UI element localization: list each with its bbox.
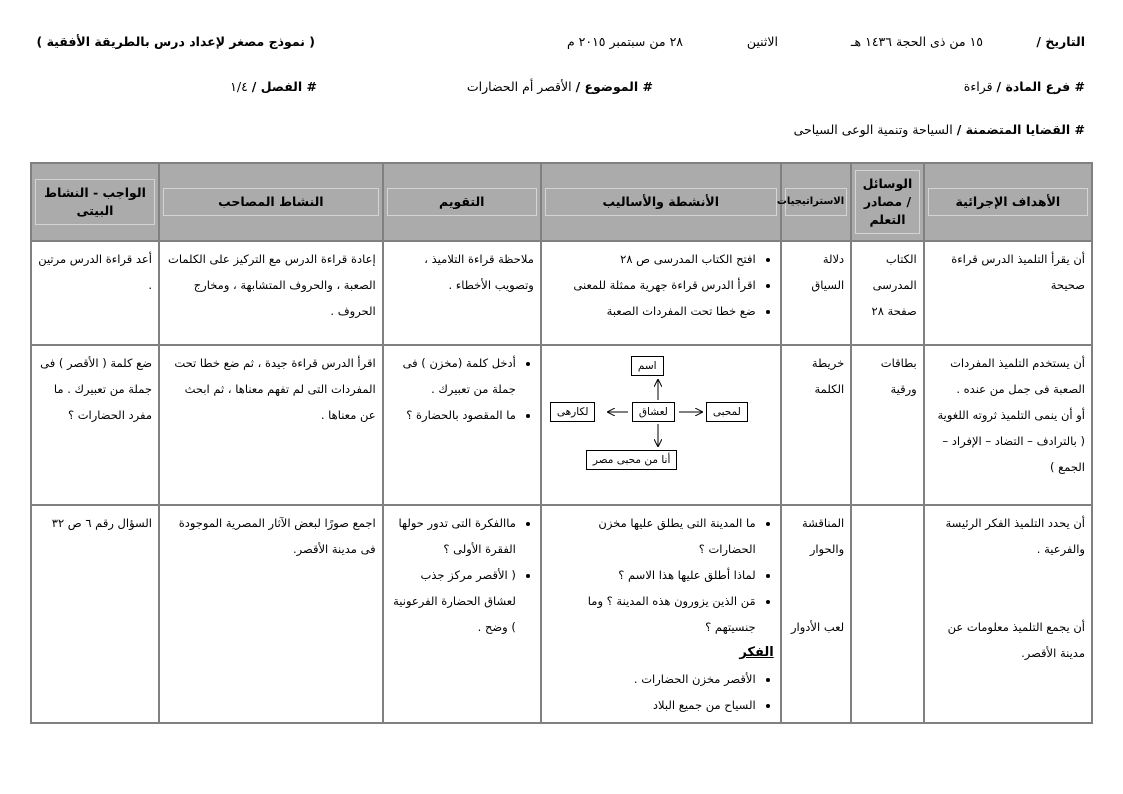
list-item: • ( الأقصر مركز جذب لعشاق الحضارة الفرعونية ) وضح . xyxy=(390,562,516,640)
list-item: • السياح من جميع البلاد xyxy=(548,692,756,718)
objective-text: أن يحدد التلميذ الفكر الرئيسة والفرعية . xyxy=(945,516,1085,556)
issues-row xyxy=(794,122,1085,137)
homework-cell: ضع كلمة ( الأقصر ) فى جملة من تعبيرك . ما مفرد الحضارات ؟ xyxy=(31,345,159,505)
chapter-row xyxy=(230,79,317,94)
resources-cell: الكتاب المدرسى صفحة ٢٨ xyxy=(851,241,924,345)
word-map-center: لعشاق xyxy=(632,402,675,422)
strategy-text: لعب الأدوار xyxy=(791,620,845,634)
hijri-date: ١٥ من ذى الحجة ١٤٣٦ هـ xyxy=(850,34,983,49)
word-map-bottom: أنا من محبى مصر xyxy=(586,450,678,470)
evaluation-cell xyxy=(383,345,541,505)
word-map-diagram xyxy=(548,350,774,492)
word-map-right: لمحبى xyxy=(706,402,748,422)
table-row xyxy=(31,241,1092,345)
table-row xyxy=(31,505,1092,723)
word-map-left: لكارهى xyxy=(550,402,596,422)
issues-value: السياحة وتنمية الوعى السياحى xyxy=(793,122,953,137)
evaluation-cell xyxy=(383,505,541,723)
objectives-cell: أن يقرأ التلميذ الدرس قراءة صحيحة xyxy=(924,241,1092,345)
homework-cell: السؤال رقم ٦ ص ٣٢ xyxy=(31,505,159,723)
accompanying-cell: اجمع صورًا لبعض الآثار المصرية الموجودة فى مدينة الأقصر. xyxy=(159,505,383,723)
objective-text: أو أن ينمى التلميذ ثروته اللغوية ( بالترادف – التضاد – الإفراد – الجمع ) xyxy=(937,408,1085,474)
strategies-cell: خريطة الكلمة xyxy=(781,345,852,505)
model-title: ( نموذج مصغر لإعداد درس بالطريقة الأفقية ) xyxy=(36,34,315,49)
resources-cell: بطاقات ورقية xyxy=(851,345,924,505)
strategies-cell: دلالة السياق xyxy=(781,241,852,345)
list-item: • اقرأ الدرس قراءة جهرية ممثلة للمعنى xyxy=(548,272,756,298)
list-item: • ما المقصود بالحضارة ؟ xyxy=(390,402,516,428)
date-label: التاريخ / xyxy=(1036,34,1085,49)
resources-cell xyxy=(851,505,924,723)
list-item: • لماذا أطلق عليها هذا الاسم ؟ xyxy=(548,562,756,588)
list-item: • ما المدينة التى يطلق عليها مخزن الحضارات ؟ xyxy=(548,510,756,562)
ideas-heading: الفكر xyxy=(739,645,774,660)
day-name: الاثنين xyxy=(746,34,778,49)
gregorian-date: ٢٨ من سبتمبر ٢٠١٥ م xyxy=(566,34,683,49)
activities-cell xyxy=(541,505,781,723)
homework-cell: أعد قراءة الدرس مرتين . xyxy=(31,241,159,345)
topic-value: الأقصر أم الحضارات xyxy=(466,79,572,94)
evaluation-cell: ملاحظة قراءة التلاميذ ، وتصويب الأخطاء . xyxy=(383,241,541,345)
objectives-cell xyxy=(924,505,1092,723)
header-accompanying: النشاط المصاحب xyxy=(159,163,383,241)
list-item: • مَن الذين يزورون هذه المدينة ؟ وما جنسيتهم ؟ xyxy=(548,588,756,640)
objective-text: أن يجمع التلميذ معلومات عن مدينة الأقصر. xyxy=(947,620,1085,660)
list-item: • أدخل كلمة (مخزن ) فى جملة من تعبيرك . xyxy=(390,350,516,402)
subject-label: # فرع المادة / xyxy=(996,79,1085,94)
objective-text: أن يستخدم التلميذ المفردات الصعبة فى جمل من عنده . xyxy=(950,356,1085,396)
list-item: • افتح الكتاب المدرسى ص ٢٨ xyxy=(548,246,756,272)
header-homework: الواجب - النشاط البيتى xyxy=(31,163,159,241)
chapter-label: # الفصل / xyxy=(251,79,317,94)
strategy-text: المناقشة والحوار xyxy=(801,516,845,556)
word-map-cell xyxy=(541,345,781,505)
topic-row xyxy=(467,79,653,94)
topic-label: # الموضوع / xyxy=(575,79,653,94)
header-activities: الأنشطة والأساليب xyxy=(541,163,781,241)
list-item: • ماالفكرة التى تدور حولها الفقرة الأولى ؟ xyxy=(390,510,516,562)
list-item: • الأقصر مخزن الحضارات . xyxy=(548,666,756,692)
table-row xyxy=(31,345,1092,505)
header-objectives: الأهداف الإجرائية xyxy=(924,163,1092,241)
accompanying-cell: اقرأ الدرس قراءة جيدة ، ثم ضع خطا تحت المفردات التى لم تفهم معناها ، ثم ابحث عن معناها . xyxy=(159,345,383,505)
subject-row xyxy=(964,79,1085,94)
header-strategies: الاستراتيجيات xyxy=(781,163,852,241)
accompanying-cell: إعادة قراءة الدرس مع التركيز على الكلمات الصعبة ، والحروف المتشابهة ، ومخارج الحروف . xyxy=(159,241,383,345)
objectives-cell xyxy=(924,345,1092,505)
word-map-top: اسم xyxy=(631,356,664,376)
chapter-value: ١/٤ xyxy=(230,79,248,94)
strategies-cell xyxy=(781,505,852,723)
list-item: • ضع خطا تحت المفردات الصعبة xyxy=(548,298,756,324)
lesson-plan-table xyxy=(30,162,1093,724)
issues-label: # القضايا المتضمنة / xyxy=(956,122,1085,137)
header-resources: الوسائل / مصادر التعلم xyxy=(851,163,924,241)
header-evaluation: التقويم xyxy=(383,163,541,241)
activities-cell xyxy=(541,241,781,345)
subject-value: قراءة xyxy=(963,79,993,94)
